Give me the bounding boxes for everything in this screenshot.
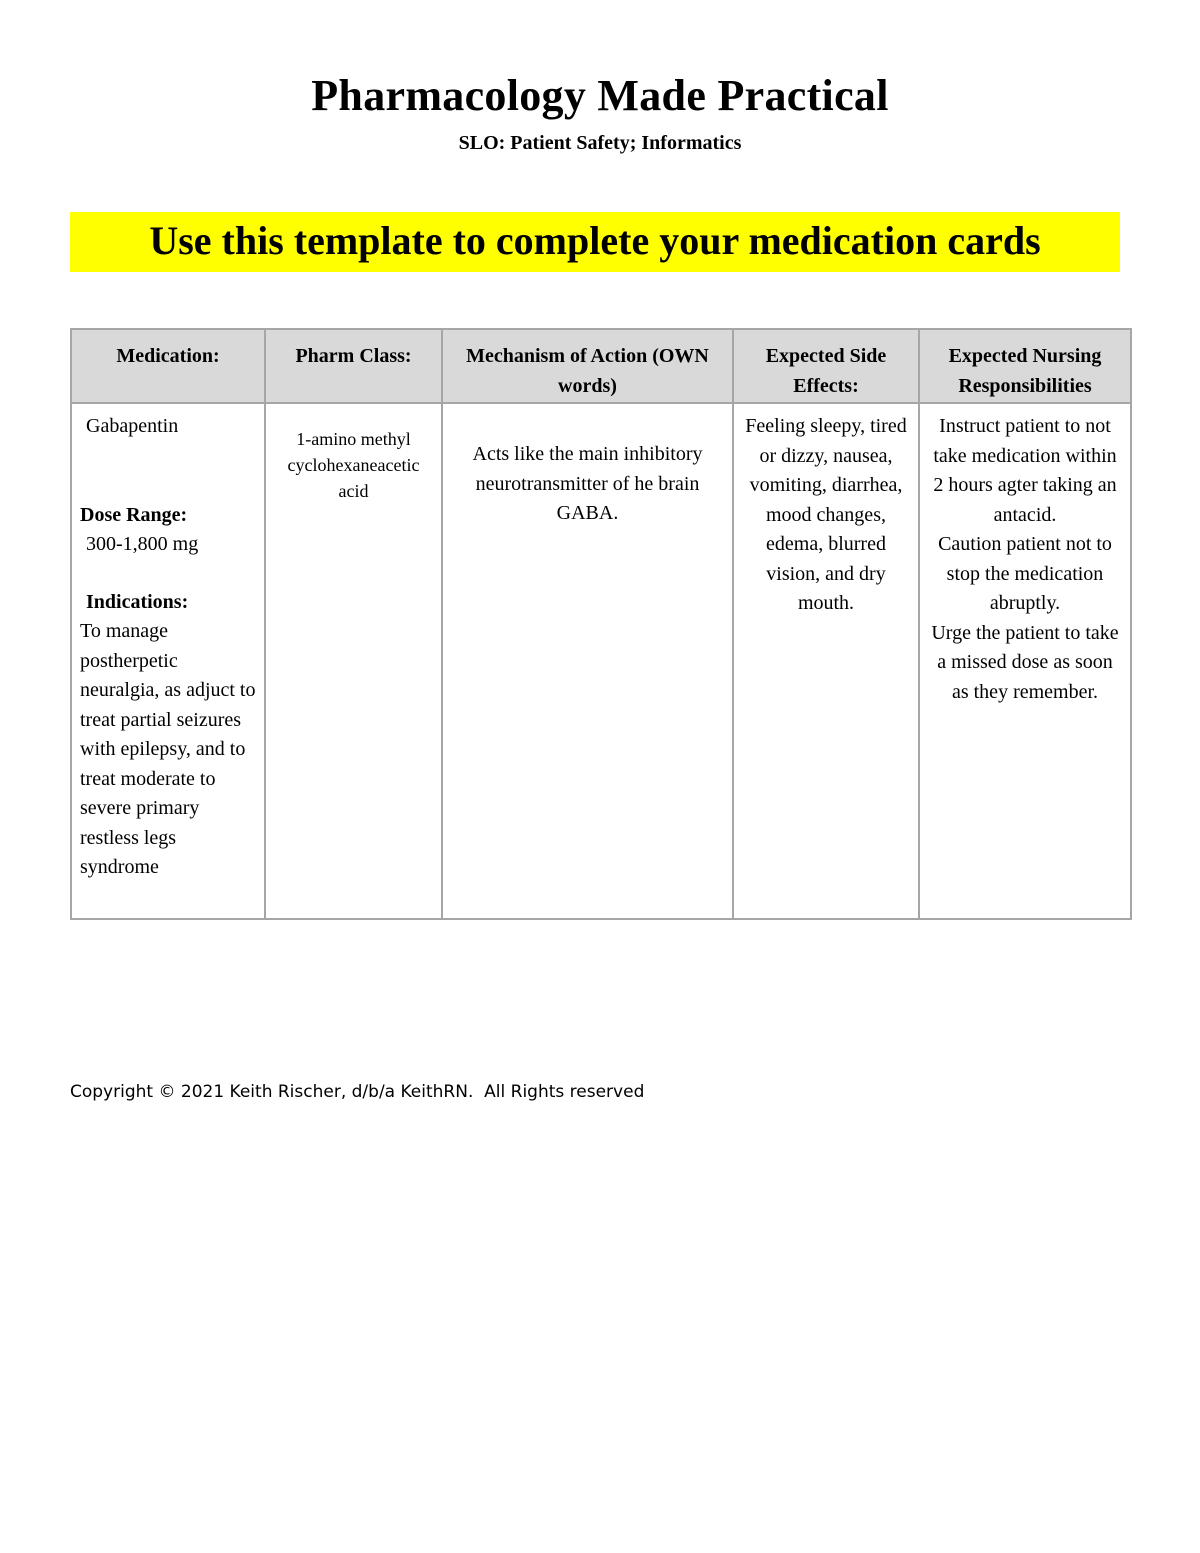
medication-card-table	[70, 328, 1132, 920]
side-effects-cell	[733, 403, 919, 919]
dose-range-label: Dose Range:	[80, 503, 188, 526]
indications-text: To manage postherpetic neuralgia, as adjuct to treat partial seizures with epilepsy, and to treat moderate to severe primary restless legs syndrome	[80, 620, 256, 878]
dose-range-value: 300-1,800 mg	[86, 533, 199, 555]
nursing-item-1: Instruct patient to not take medication within 2 hours agter taking an antacid.	[933, 415, 1117, 526]
page-subtitle: SLO: Patient Safety; Informatics	[458, 132, 742, 154]
nursing-cell	[919, 403, 1131, 919]
indications-label: Indications:	[86, 590, 189, 613]
column-header-medication: Medication:	[71, 329, 265, 403]
column-header-pharm-class: Pharm Class:	[265, 329, 442, 403]
side-effects-text: Feeling sleepy, tired or dizzy, nausea, vomiting, diarrhea, mood changes, edema, blurred vision, and dry mouth.	[745, 415, 907, 614]
nursing-item-2: Caution patient not to stop the medication abruptly.	[938, 533, 1112, 614]
nursing-item-3: Urge the patient to take a missed dose as soon as they remember.	[931, 621, 1119, 703]
table-row	[71, 403, 1131, 919]
column-header-mechanism: Mechanism of Action (OWN words)	[442, 329, 733, 403]
mechanism-cell	[442, 403, 733, 919]
medication-name: Gabapentin	[86, 415, 179, 437]
column-header-side-effects: Expected Side Effects:	[733, 329, 919, 403]
pharm-class-cell	[265, 403, 442, 919]
mechanism-text: Acts like the main inhibitory neurotransmitter of he brain GABA.	[472, 443, 703, 524]
medication-cell	[71, 403, 265, 919]
column-header-nursing: Expected Nursing Responsibilities	[919, 329, 1131, 403]
table-header-row	[71, 329, 1131, 403]
instruction-banner: Use this template to complete your medication cards	[70, 212, 1120, 272]
page-title: Pharmacology Made Practical	[311, 71, 889, 120]
pharm-class-text: 1-amino methyl cyclohexaneacetic acid	[287, 429, 420, 501]
copyright-notice: Copyright © 2021 Keith Rischer, d/b/a KeithRN. All Rights reserved	[70, 1082, 645, 1102]
